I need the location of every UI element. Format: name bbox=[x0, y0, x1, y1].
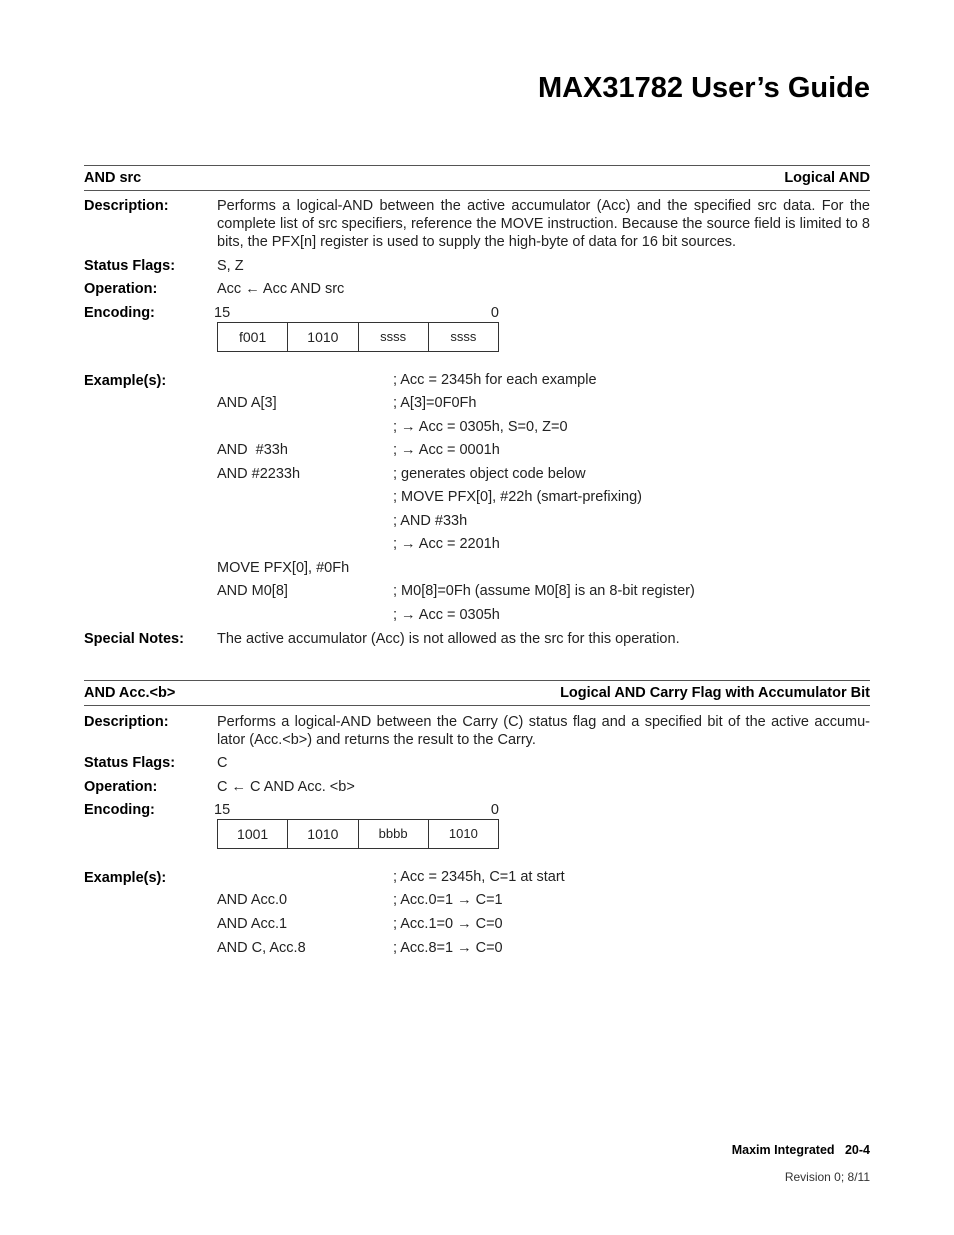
operation-label: Operation: bbox=[84, 779, 158, 795]
section-and-acc-b bbox=[84, 680, 870, 960]
description-label: Description: bbox=[84, 198, 169, 214]
example-code: AND M0[8] bbox=[217, 583, 288, 599]
example-row bbox=[217, 372, 870, 390]
description-row bbox=[84, 197, 870, 253]
section-header bbox=[84, 165, 870, 191]
example-comment: ; Acc = 2345h, C=1 at start bbox=[393, 869, 565, 885]
example-comment: ; MOVE PFX[0], #22h (smart-prefixing) bbox=[393, 489, 642, 505]
instruction-mnemonic: AND src bbox=[84, 170, 142, 186]
example-comment: ; Acc = 2345h for each example bbox=[393, 372, 597, 388]
special-notes-text: The active accumulator (Acc) is not allowed as the src for this operation. bbox=[217, 631, 680, 647]
operation-label: Operation: bbox=[84, 281, 158, 297]
encoding-field: 1010 bbox=[288, 820, 358, 848]
examples-label: Example(s): bbox=[84, 870, 167, 886]
example-row bbox=[217, 940, 870, 958]
encoding-label: Encoding: bbox=[84, 305, 155, 321]
encoding-label: Encoding: bbox=[84, 802, 155, 818]
description-label: Description: bbox=[84, 714, 169, 730]
example-code: MOVE PFX[0], #0Fh bbox=[217, 560, 350, 576]
example-comment: ; → Acc = 2201h bbox=[393, 536, 500, 552]
example-row bbox=[217, 395, 870, 413]
examples-label: Example(s): bbox=[84, 373, 167, 389]
example-comment: ; → Acc = 0001h bbox=[393, 442, 500, 458]
example-row bbox=[217, 466, 870, 484]
special-notes-label: Special Notes: bbox=[84, 631, 184, 647]
example-row bbox=[217, 419, 870, 437]
example-code: AND Acc.0 bbox=[217, 892, 288, 908]
status-flags-value: S, Z bbox=[217, 258, 244, 274]
encoding-field: f001 bbox=[218, 323, 288, 351]
description-text: Performs a logical-AND between the Carry (C) status flag and a specified bit of the active accumu-lator (Acc.<b>) and returns the result to the Carry. bbox=[217, 714, 870, 748]
instruction-mnemonic: AND Acc.<b> bbox=[84, 685, 176, 701]
example-row bbox=[217, 869, 870, 887]
encoding-field: bbbb bbox=[359, 820, 429, 848]
encoding-bit-low: 0 bbox=[490, 305, 499, 321]
example-code: AND A[3] bbox=[217, 395, 277, 411]
encoding-bit-high: 15 bbox=[214, 802, 231, 818]
example-row bbox=[217, 536, 870, 554]
encoding-row bbox=[84, 801, 870, 851]
example-comment: ; A[3]=0F0Fh bbox=[393, 395, 477, 411]
example-comment: ; → Acc = 0305h bbox=[393, 607, 500, 623]
encoding-row bbox=[84, 304, 870, 354]
status-flags-value: C bbox=[217, 755, 228, 771]
encoding-fields bbox=[217, 819, 499, 849]
encoding-field: 1010 bbox=[288, 323, 358, 351]
example-comment: ; AND #33h bbox=[393, 513, 468, 529]
description-row bbox=[84, 713, 870, 751]
encoding-field: 1001 bbox=[218, 820, 288, 848]
encoding-field: ssss bbox=[450, 329, 477, 344]
example-code: AND C, Acc.8 bbox=[217, 940, 306, 956]
example-code: AND Acc.1 bbox=[217, 916, 288, 932]
example-row bbox=[217, 583, 870, 601]
example-comment: ; Acc.1=0 → C=0 bbox=[393, 916, 503, 932]
encoding-bit-low: 0 bbox=[490, 802, 499, 818]
example-comment: ; → Acc = 0305h, S=0, Z=0 bbox=[393, 419, 568, 435]
example-comment: ; Acc.0=1 → C=1 bbox=[393, 892, 503, 908]
description-text: Performs a logical-AND between the active accumulator (Acc) and the specified src data. For the complete list of src specifiers, reference the MOVE instruction. Because the source field is limited to 8 bits, the PFX[n] register is used to supply the high-byte of data for 16 bit sources. bbox=[217, 198, 870, 250]
encoding-field: ssss bbox=[359, 323, 429, 351]
footer-page-number: 20-4 bbox=[844, 1143, 870, 1157]
operation-value: C ← C AND Acc. <b> bbox=[217, 779, 355, 795]
section-and-src bbox=[84, 165, 870, 660]
page-title: MAX31782 User’s Guide bbox=[537, 72, 870, 104]
example-comment: ; Acc.8=1 → C=0 bbox=[393, 940, 503, 956]
example-row bbox=[217, 607, 870, 625]
encoding-bit-high: 15 bbox=[214, 305, 231, 321]
footer-company: Maxim Integrated bbox=[731, 1143, 835, 1157]
example-row bbox=[217, 489, 870, 507]
instruction-name: Logical AND bbox=[784, 170, 870, 186]
example-code: AND #2233h bbox=[217, 466, 301, 482]
status-flags-label: Status Flags: bbox=[84, 755, 176, 771]
encoding-field: 1010 bbox=[448, 826, 478, 841]
example-row bbox=[217, 892, 870, 910]
instruction-name: Logical AND Carry Flag with Accumulator Bit bbox=[560, 685, 870, 701]
example-row bbox=[217, 513, 870, 531]
example-row bbox=[217, 560, 870, 578]
operation-value: Acc ← Acc AND src bbox=[217, 281, 345, 297]
footer-revision: Revision 0; 8/11 bbox=[784, 1170, 870, 1184]
status-flags-label: Status Flags: bbox=[84, 258, 176, 274]
section-header bbox=[84, 680, 870, 706]
example-row bbox=[217, 916, 870, 934]
footer-company-page bbox=[732, 1143, 870, 1157]
encoding-fields bbox=[217, 322, 499, 352]
example-code: AND #33h bbox=[217, 442, 288, 458]
example-comment: ; generates object code below bbox=[393, 466, 586, 482]
example-comment: ; M0[8]=0Fh (assume M0[8] is an 8-bit register) bbox=[393, 583, 695, 599]
example-row bbox=[217, 442, 870, 460]
